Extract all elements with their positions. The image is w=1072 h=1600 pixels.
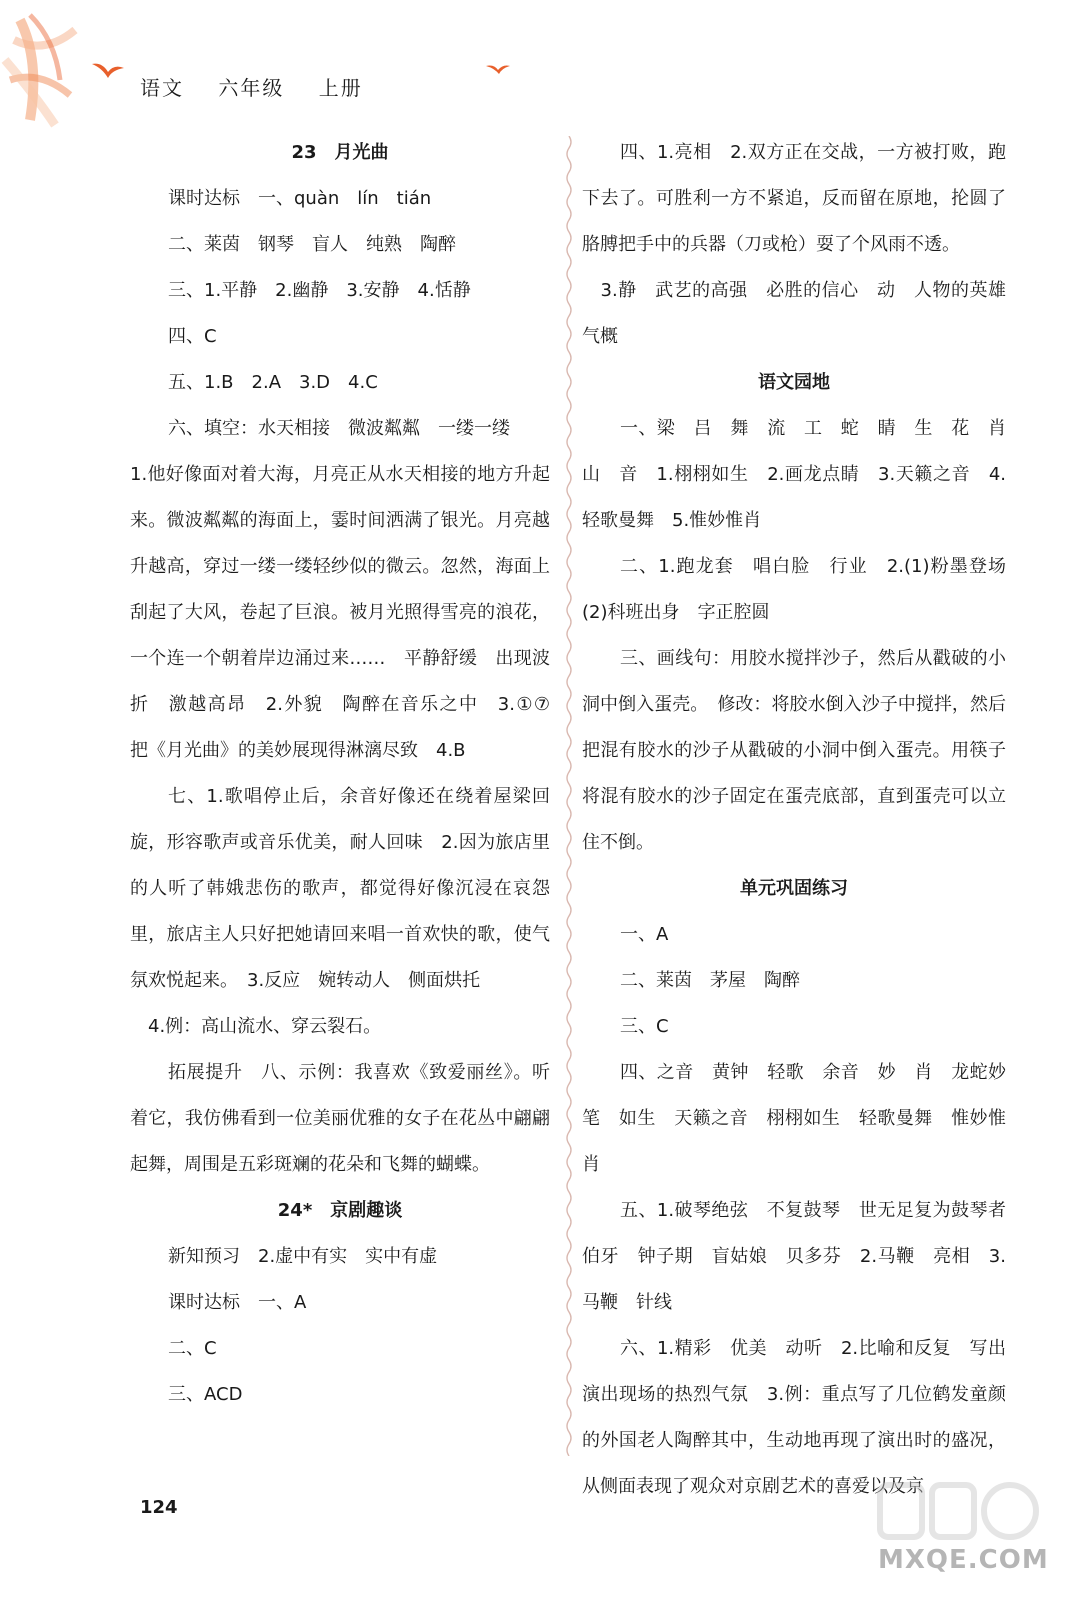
answer-paragraph: 拓展提升 八、示例：我喜欢《致爱丽丝》。听着它，我仿佛看到一位美丽优雅的女子在花丛中翩翩起舞，周围是五彩斑斓的花朵和飞舞的蝴蝶。 [130, 1062, 550, 1175]
answer-paragraph: 四、之音 黄钟 轻歌 余音 妙 肖 龙蛇妙笔 如生 天籁之音 栩栩如生 轻歌曼舞 惟妙惟肖 [582, 1062, 1006, 1175]
column-divider [565, 136, 573, 1456]
answer-paragraph: 课时达标 一、A [168, 1292, 307, 1313]
answer-paragraph: 六、1.精彩 优美 动听 2.比喻和反复 写出演出现场的热烈气氛 3.例：重点写了几位鹤发童颜的外国老人陶醉其中，生动地再现了演出时的盛况，从侧面表现了观众对京剧艺术的喜爱以及京 [582, 1338, 1006, 1497]
answer-paragraph: 课时达标 一、quàn lín tián [168, 188, 432, 209]
answer-paragraph: 三、1.平静 2.幽静 3.安静 4.恬静 [168, 280, 471, 301]
header-decoration [0, 0, 520, 140]
answer-paragraph: 五、1.破琴绝弦 不复鼓琴 世无足复为鼓琴者 伯牙 钟子期 盲姑娘 贝多芬 2.马鞭 亮相 3.马鞭 针线 [582, 1200, 1024, 1313]
subject-label: 语文 [140, 76, 184, 100]
answer-paragraph: 四、1.亮相 2.双方正在交战，一方被打败，跑下去了。可胜利一方不紧追，反而留在原地，抡圆了胳膊把手中的兵器（刀或枪）耍了个风雨不透。 [582, 142, 1006, 255]
bird-icon [486, 66, 510, 75]
section-heading: 23 月光曲 [291, 142, 389, 163]
answer-paragraph: 4.例：高山流水、穿云裂石。 [130, 1016, 382, 1037]
brush-flower-icon [5, 15, 75, 125]
answer-paragraph: 一、A [620, 924, 669, 945]
section-heading: 单元巩固练习 [740, 878, 848, 899]
watermark-text: MXQE.COM [878, 1545, 1049, 1575]
section-heading: 24* 京剧趣谈 [277, 1200, 403, 1221]
left-answer-column [130, 130, 568, 1418]
section-heading: 语文园地 [758, 372, 830, 393]
answer-paragraph: 二、莱茵 钢琴 盲人 纯熟 陶醉 [168, 234, 456, 255]
volume-label: 上册 [318, 76, 363, 100]
grade-label: 六年级 [218, 76, 285, 100]
book-header [140, 72, 389, 101]
answer-paragraph: 一、梁 吕 舞 流 工 蛇 睛 生 花 肖 山 音 1.栩栩如生 2.画龙点睛 3.天籁之音 4.轻歌曼舞 5.惟妙惟肖 [582, 418, 1024, 531]
answer-paragraph: 六、填空：水天相接 微波粼粼 一缕一缕 [168, 418, 510, 439]
answer-paragraph: 二、1.跑龙套 唱白脸 行业 2.(1)粉墨登场 (2)科班出身 字正腔圆 [582, 556, 1024, 623]
page-number: 124 [140, 1497, 178, 1518]
answer-paragraph: 二、莱茵 茅屋 陶醉 [620, 970, 800, 991]
answer-paragraph: 新知预习 2.虚中有实 实中有虚 [168, 1246, 438, 1267]
answer-paragraph: 五、1.B 2.A 3.D 4.C [168, 372, 378, 393]
right-answer-column [582, 130, 1024, 1510]
answer-paragraph: 四、C [168, 326, 217, 347]
answer-paragraph: 七、1.歌唱停止后，余音好像还在绕着屋梁回旋，形容歌声或音乐优美，耐人回味 2.因为旅店里的人听了韩娥悲伤的歌声，都觉得好像沉浸在哀怨里，旅店主人只好把她请回来唱一首欢快的歌，使气氛欢悦起来。 3.反应 婉转动人 侧面烘托 [130, 786, 550, 991]
answer-paragraph: 三、画线句：用胶水搅拌沙子，然后从戳破的小洞中倒入蛋壳。 修改：将胶水倒入沙子中搅拌，然后把混有胶水的沙子从戳破的小洞中倒入蛋壳。用筷子将混有胶水的沙子固定在蛋壳底部，直到蛋壳可以立住不倒。 [582, 648, 1006, 853]
answer-paragraph: 三、ACD [168, 1384, 243, 1405]
answer-paragraph: 三、C [620, 1016, 669, 1037]
answer-paragraph: 二、C [168, 1338, 217, 1359]
watermark-logo [870, 1475, 1060, 1595]
answer-paragraph: 3.静 武艺的高强 必胜的信心 动 人物的英雄气概 [582, 280, 1006, 347]
answer-paragraph: 1.他好像面对着大海，月亮正从水天相接的地方升起来。微波粼粼的海面上，霎时间洒满了银光。月亮越升越高，穿过一缕一缕轻纱似的微云。忽然，海面上刮起了大风，卷起了巨浪。被月光照得雪亮的浪花，一个连一个朝着岸边涌过来…… 平静舒缓 出现波折 激越高昂 2.外貌 陶醉在音乐之中 3.①⑦ 把《月光曲》的美妙展现得淋漓尽致 4.B [130, 464, 568, 761]
bird-icon [92, 64, 124, 78]
